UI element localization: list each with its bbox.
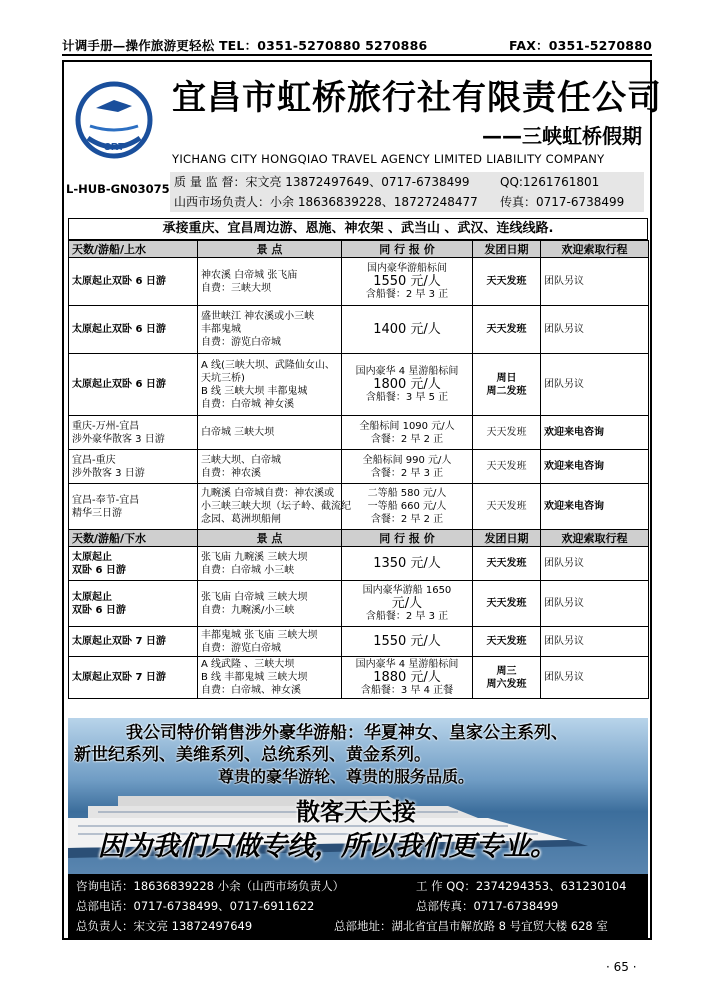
cell-line: 天天发班 bbox=[486, 324, 527, 335]
cell-line: 含船餐：2 早 3 正 bbox=[365, 289, 449, 300]
note-cell: 欢迎来电咨询 bbox=[541, 450, 649, 484]
cell-line: 天天发班 bbox=[486, 598, 527, 609]
price-cell bbox=[342, 657, 473, 699]
price-cell bbox=[342, 416, 473, 450]
cell-line: 一等船 660 元/人 bbox=[367, 501, 447, 512]
cell-line: 1400 元/人 bbox=[373, 322, 441, 337]
cell-line: 国内豪华游船 1650 bbox=[362, 585, 452, 596]
cell-line: 自费：三峡大坝 bbox=[201, 282, 271, 294]
cell-line: 周六发班 bbox=[486, 678, 527, 690]
cell-line: 自费：白帝城 神女溪 bbox=[201, 398, 295, 410]
cell-line: B 线 丰都鬼城 三峡大坝 bbox=[201, 672, 308, 683]
banner-slogan: 因为我们只做专线，所以我们更专业。 bbox=[98, 831, 557, 862]
cell-line: 1550 元/人 bbox=[373, 634, 441, 649]
cell-line: 1800 元/人 bbox=[373, 377, 441, 392]
route-cell bbox=[69, 484, 198, 530]
cell-line: A 线武隆 、三峡大坝 bbox=[201, 659, 295, 670]
column-header: 发团日期 bbox=[473, 530, 541, 547]
note-cell: 欢迎来电咨询 bbox=[541, 484, 649, 530]
tour-schedule-table bbox=[68, 240, 649, 699]
consult-phone: 咨询电话：18636839228 小余（山西市场负责人） bbox=[76, 879, 345, 893]
price-cell bbox=[342, 581, 473, 627]
license-code: L-HUB-GN03075 bbox=[66, 182, 170, 196]
cell-line: 自费：游览白帝城 bbox=[201, 642, 281, 654]
cell-line: 天坑三桥) bbox=[201, 372, 245, 384]
table-header-row bbox=[69, 241, 649, 258]
note-cell: 团队另议 bbox=[541, 657, 649, 699]
logo-text: CRT bbox=[103, 142, 125, 153]
cell-line: 涉外豪华散客 3 日游 bbox=[72, 433, 165, 445]
table-row bbox=[69, 581, 649, 627]
table-row bbox=[69, 657, 649, 699]
company-name: 宜昌市虹桥旅行社有限责任公司 bbox=[172, 78, 662, 118]
cell-line: 太原起止双卧 7 日游 bbox=[72, 636, 166, 647]
cell-line: 小三峡三峡大坝（坛子岭、截流纪 bbox=[201, 501, 351, 512]
cell-line: 全船标间 1090 元/人 bbox=[359, 420, 455, 432]
departure-cell bbox=[473, 450, 541, 484]
cell-line: 含餐：2 早 2 正 bbox=[370, 433, 444, 445]
departure-cell bbox=[473, 354, 541, 416]
table-row bbox=[69, 258, 649, 306]
note-cell: 团队另议 bbox=[541, 306, 649, 354]
column-header: 发团日期 bbox=[473, 241, 541, 258]
shanxi-manager: 山西市场负责人：小余 18636839228、18727248477 bbox=[174, 195, 478, 209]
departure-cell bbox=[473, 416, 541, 450]
sights-cell bbox=[198, 657, 342, 699]
cell-line: 白帝城 三峡大坝 bbox=[201, 427, 275, 438]
cell-line: 九畹溪 白帝城自费：神农溪或 bbox=[201, 488, 335, 499]
cell-line: 张飞庙 白帝城 三峡大坝 bbox=[201, 591, 308, 603]
cell-line: 宜昌-重庆 bbox=[72, 454, 116, 466]
cell-line: 含餐：2 早 3 正 bbox=[370, 467, 444, 479]
cell-line: 丰都鬼城 bbox=[201, 324, 241, 335]
route-cell bbox=[69, 547, 198, 581]
cell-line: 含餐：2 早 2 正 bbox=[370, 514, 444, 525]
cell-line: 念园、葛洲坝船闸 bbox=[201, 514, 281, 525]
work-qq: 工 作 QQ：2374294353、631230104 bbox=[416, 879, 627, 893]
price-cell bbox=[342, 354, 473, 416]
cell-line: 太原起止双卧 6 日游 bbox=[72, 379, 166, 390]
cell-line: 丰都鬼城 张飞庙 三峡大坝 bbox=[201, 629, 318, 641]
route-cell bbox=[69, 306, 198, 354]
cell-line: 国内豪华游船标间 bbox=[367, 263, 447, 274]
page-number: · 65 · bbox=[606, 960, 637, 974]
column-header: 同 行 报 价 bbox=[342, 530, 473, 547]
cell-line: 周三 bbox=[496, 665, 517, 677]
route-cell bbox=[69, 657, 198, 699]
table-header-row bbox=[69, 530, 649, 547]
top-divider bbox=[62, 54, 652, 56]
cell-line: 太原起止双卧 6 日游 bbox=[72, 324, 166, 335]
cell-line: 含船餐：3 早 4 正餐 bbox=[360, 685, 454, 696]
cell-line: 1550 元/人 bbox=[373, 274, 441, 289]
price-cell bbox=[342, 484, 473, 530]
route-cell bbox=[69, 258, 198, 306]
sights-cell bbox=[198, 416, 342, 450]
price-cell bbox=[342, 547, 473, 581]
route-cell bbox=[69, 450, 198, 484]
hq-address: 总部地址：湖北省宜昌市解放路 8 号宜贸大楼 628 室 bbox=[334, 919, 608, 933]
cell-line: 天天发班 bbox=[486, 461, 527, 472]
cell-line: 国内豪华 4 星游船标间 bbox=[355, 366, 459, 377]
price-cell bbox=[342, 627, 473, 657]
departure-cell bbox=[473, 484, 541, 530]
sights-cell bbox=[198, 484, 351, 530]
banner-line-2: 新世纪系列、美维系列、总统系列、黄金系列。 bbox=[74, 745, 431, 765]
departure-cell bbox=[473, 306, 541, 354]
table-row bbox=[69, 484, 649, 530]
sights-cell bbox=[198, 627, 342, 657]
quality-supervision: 质 量 监 督：宋文亮 13872497649、0717-6738499 bbox=[174, 175, 470, 189]
column-header: 同 行 报 价 bbox=[342, 241, 473, 258]
cell-line: 自费：九畹溪/小三峡 bbox=[201, 604, 295, 616]
cell-line: 三峡大坝、白帝城 bbox=[201, 454, 281, 466]
hq-phone: 总部电话：0717-6738499、0717-6911622 bbox=[76, 899, 315, 913]
footer-contacts bbox=[68, 874, 648, 938]
banner-line-3: 尊贵的豪华游轮、尊贵的服务品质。 bbox=[218, 767, 475, 786]
departure-cell bbox=[473, 657, 541, 699]
cell-line: 含船餐：3 早 5 正 bbox=[365, 392, 449, 403]
cell-line: 自费：神农溪 bbox=[201, 467, 261, 479]
cell-line: 自费：白帝城、神女溪 bbox=[201, 685, 301, 696]
slogan: ——三峡虹桥假期 bbox=[482, 124, 642, 148]
note-cell: 团队另议 bbox=[541, 354, 649, 416]
cell-line: 双卧 6 日游 bbox=[72, 564, 126, 576]
column-header: 欢迎索取行程 bbox=[541, 530, 649, 547]
note-cell: 团队另议 bbox=[541, 627, 649, 657]
sights-cell bbox=[198, 581, 342, 627]
cell-line: 张飞庙 九畹溪 三峡大坝 bbox=[201, 551, 308, 563]
cruise-banner bbox=[68, 718, 648, 874]
price-cell bbox=[342, 306, 473, 354]
cell-line: 国内豪华 4 星游船标间 bbox=[355, 659, 459, 670]
cell-line: 二等船 580 元/人 bbox=[367, 488, 447, 499]
top-bar-phone: 计调手册—操作旅游更轻松 TEL：0351-5270880 5270886 bbox=[62, 38, 428, 53]
table-row bbox=[69, 306, 649, 354]
sights-cell bbox=[198, 306, 342, 354]
cell-line: 天天发班 bbox=[486, 427, 527, 438]
sights-cell bbox=[198, 450, 342, 484]
table-row bbox=[69, 450, 649, 484]
sights-cell bbox=[198, 258, 342, 306]
top-bar bbox=[62, 34, 652, 54]
table-row bbox=[69, 416, 649, 450]
company-name-en: YICHANG CITY HONGQIAO TRAVEL AGENCY LIMITED LIABILITY COMPANY bbox=[172, 152, 605, 166]
sights-cell bbox=[198, 354, 342, 416]
cell-line: A 线(三峡大坝、武隆仙女山、 bbox=[201, 359, 335, 371]
price-cell bbox=[342, 450, 473, 484]
cell-line: 1880 元/人 bbox=[373, 670, 441, 685]
cell-line: B 线 三峡大坝 丰都鬼城 bbox=[201, 385, 308, 397]
cell-line: 天天发班 bbox=[486, 558, 527, 569]
column-header: 天数/游船/上水 bbox=[69, 241, 198, 258]
note-cell: 团队另议 bbox=[541, 258, 649, 306]
cell-line: 太原起止 bbox=[72, 591, 112, 603]
general-manager: 总负责人：宋文亮 13872497649 bbox=[76, 919, 253, 933]
price-cell bbox=[342, 258, 473, 306]
departure-cell bbox=[473, 258, 541, 306]
route-cell bbox=[69, 354, 198, 416]
route-cell bbox=[69, 627, 198, 657]
banner-line-4: 散客天天接 bbox=[296, 798, 416, 826]
departure-cell bbox=[473, 581, 541, 627]
cell-line: 全船标间 990 元/人 bbox=[362, 454, 452, 466]
table-row bbox=[69, 354, 649, 416]
column-header: 天数/游船/下水 bbox=[69, 530, 198, 547]
route-cell bbox=[69, 581, 198, 627]
cell-line: 神农溪 白帝城 张飞庙 bbox=[201, 269, 298, 281]
cell-line: 自费：白帝城 小三峡 bbox=[201, 564, 295, 576]
note-cell: 团队另议 bbox=[541, 547, 649, 581]
cell-line: 含船餐：2 早 3 正 bbox=[365, 611, 449, 622]
cell-line: 涉外散客 3 日游 bbox=[72, 467, 145, 479]
cell-line: 宜昌-奉节-宜昌 bbox=[72, 494, 140, 506]
cell-line: 元/人 bbox=[391, 596, 423, 611]
table-row bbox=[69, 547, 649, 581]
departure-cell bbox=[473, 547, 541, 581]
cell-line: 1350 元/人 bbox=[373, 556, 441, 571]
route-cell bbox=[69, 416, 198, 450]
top-bar-fax: FAX：0351-5270880 bbox=[509, 38, 652, 53]
banner-line-1: 我公司特价销售涉外豪华游船：华夏神女、皇家公主系列、 bbox=[126, 723, 568, 743]
company-logo bbox=[74, 72, 154, 172]
departure-cell bbox=[473, 627, 541, 657]
contact-box bbox=[170, 172, 644, 212]
cell-line: 精华三日游 bbox=[72, 507, 122, 519]
cell-line: 双卧 6 日游 bbox=[72, 604, 126, 616]
sights-cell bbox=[198, 547, 342, 581]
cell-line: 自费：游览白帝城 bbox=[201, 337, 281, 348]
note-cell: 欢迎来电咨询 bbox=[541, 416, 649, 450]
column-header: 景 点 bbox=[198, 241, 342, 258]
cell-line: 天天发班 bbox=[486, 501, 527, 512]
cell-line: 太原起止 bbox=[72, 551, 112, 563]
cell-line: 盛世峡江 神农溪或小三峡 bbox=[201, 311, 315, 322]
qq-number: QQ:1261761801 bbox=[500, 175, 600, 189]
note-cell: 团队另议 bbox=[541, 581, 649, 627]
cell-line: 太原起止双卧 7 日游 bbox=[72, 672, 166, 683]
cell-line: 重庆-万州-宜昌 bbox=[72, 420, 140, 432]
cell-line: 周二发班 bbox=[486, 385, 527, 397]
column-header: 景 点 bbox=[198, 530, 342, 547]
cell-line: 周日 bbox=[496, 372, 517, 384]
fax-number: 传真：0717-6738499 bbox=[500, 195, 625, 209]
cell-line: 太原起止双卧 6 日游 bbox=[72, 276, 166, 287]
hq-fax: 总部传真：0717-6738499 bbox=[416, 899, 559, 913]
column-header: 欢迎索取行程 bbox=[541, 241, 649, 258]
page-frame bbox=[62, 60, 662, 940]
cell-line: 天天发班 bbox=[486, 636, 527, 647]
table-row bbox=[69, 627, 649, 657]
routes-title: 承接重庆、宜昌周边游、恩施、神农架 、武当山 、武汉、连线线路. bbox=[68, 218, 648, 240]
cell-line: 天天发班 bbox=[486, 276, 527, 287]
